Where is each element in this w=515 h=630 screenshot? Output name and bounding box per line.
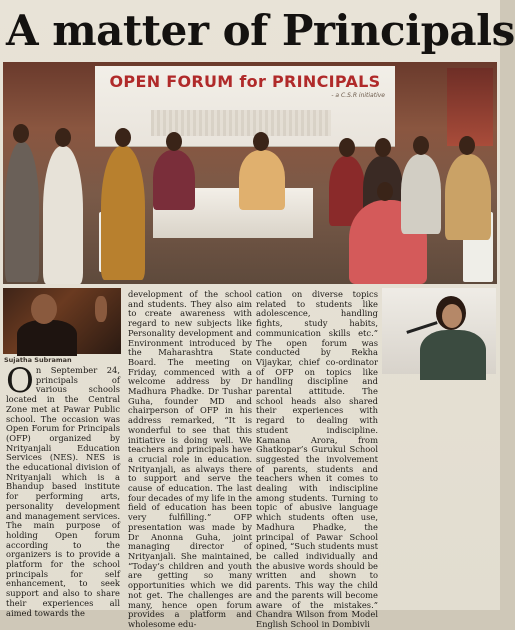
person-head	[413, 136, 429, 155]
column-text: n September 24, principals of various schools located in the Central Zone met at Pawar Public school. The occasion was Open Forum for Principals (OFP) organized by Nrityanjali Education Services (NES). NES is the educational division of Nrityanjali which is a Bhandup based institute for performing arts, personality development and management services. The main purpose of holding Open forum according to the organizers is to provide a platform for the school principals for self enhancement, to seek support and also to share their experiences all aimed towards the	[6, 365, 120, 618]
column-text: cation on diverse topics related to students like adolescence, handling fights, study habits, communication skills etc.” The open forum was conducted by Rekha Vijaykar, chief co-ordinator of OFP on topics like handling discipline and parental attitude. The school heads also shared their experiences with regard to dealing with student indiscipline. Kamana Arora, from Ghatkopar’s Gurukul School suggested the involvement of parents, students and teachers when it comes to dealing with indiscipline among students. Turning to topic of abusive language which students often use, Madhura Phadke, the principal of Pawar School opined, “Such students must be called individually and the abusive words should be written and shown to parents. This way the child and the parents will become aware of the mistakes.” Chandra Wilson from Model English School in Dombivli	[256, 289, 378, 629]
article-column-2	[128, 289, 252, 629]
speaker-body	[17, 320, 77, 356]
speaker-body	[420, 330, 486, 380]
seated-woman	[101, 146, 145, 280]
speaker-photo-right	[382, 288, 496, 374]
column-text: development of the school and students. They also aim to create awareness with regard to new subjects like Personality development and Environment introduced by the Maharashtra State Board. The meeting on Friday, commenced with a welcome address by Dr Madhura Phadke. Dr Tushar Guha, founder MD and chairperson of OFP in his address remarked, “It is wonderful to see that this initiative is doing well. We teachers and principals have a crucial role in education. Nrityanjali, as always there to support and serve the cause of education. The last four decades of my life in the field of education has been very fulfilling.” OFP presentation was made by Dr Anonna Guha, joint managing director of Nrityanjali. She maintained, “Today’s children and youth are getting so many opportunities which we did not get. The challenges are many, hence open forum provides a platform and wholesome edu-	[128, 289, 252, 629]
banner-text-line	[151, 110, 331, 136]
article-column-3	[256, 289, 378, 629]
banner-title: OPEN FORUM for PRINCIPALS	[109, 72, 381, 91]
speaker-hand	[95, 296, 107, 322]
seated-man	[43, 146, 83, 284]
person-head	[166, 132, 182, 151]
side-poster	[447, 68, 493, 146]
seated-woman	[153, 150, 195, 210]
seated-man	[445, 154, 491, 240]
speaker-face	[442, 304, 462, 328]
dropcap: O	[6, 361, 34, 401]
person-head	[377, 182, 393, 201]
person-head	[13, 124, 29, 143]
person-head	[115, 128, 131, 147]
audience-person	[5, 142, 39, 282]
speaker-photo-left	[3, 288, 121, 354]
speaker-head	[31, 294, 57, 324]
article-column-1	[6, 361, 120, 618]
person-head	[459, 136, 475, 155]
person-head	[339, 138, 355, 157]
article-column-4	[382, 378, 496, 606]
stage-banner	[95, 66, 395, 146]
person-head	[375, 138, 391, 157]
person-head	[55, 128, 71, 147]
seated-woman	[239, 150, 285, 210]
event-photo	[3, 62, 497, 284]
headline: A matter of Principals	[6, 6, 515, 55]
seated-man	[401, 154, 441, 234]
banner-subtitle: - a C.S.R initiative	[331, 92, 385, 99]
photo-credit: Sujatha Subraman	[4, 356, 72, 364]
person-head	[253, 132, 269, 151]
